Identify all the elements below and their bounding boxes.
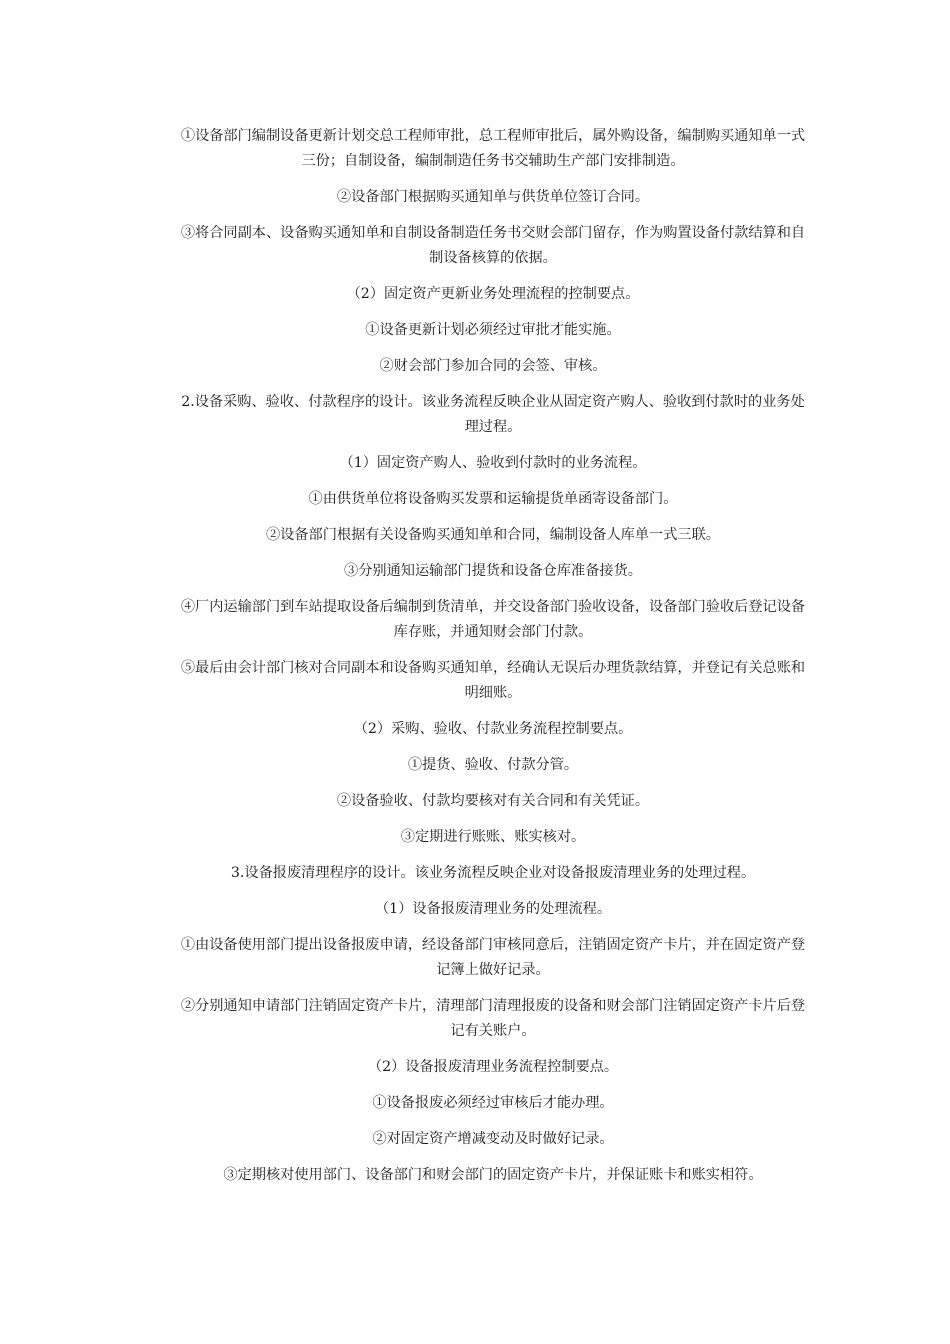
paragraph-12: ④厂内运输部门到车站提取设备后编制到货清单，并交设备部门验收设备，设备部门验收后登记设备库存账，并通知财会部门付款。: [180, 599, 806, 640]
paragraph-15: ①提货、验收、付款分管。: [407, 757, 579, 773]
paragraph-21: ②分别通知申请部门注销固定资产卡片，清理部门清理报废的设备和财会部门注销固定资产卡片后登记有关账户。: [180, 998, 806, 1039]
section-heading-2-2: （2）采购、验收、付款业务流程控制要点。: [353, 721, 633, 737]
paragraph-1: ①设备部门编制设备更新计划交总工程师审批，总工程师审批后，属外购设备，编制购买通知单一式三份；自制设备，编制制造任务书交辅助生产部门安排制造。: [180, 128, 806, 169]
paragraph-20: ①由设备使用部门提出设备报废申请，经设备部门审核同意后，注销固定资产卡片，并在固定资产登记簿上做好记录。: [180, 937, 806, 978]
paragraph-5: ①设备更新计划必须经过审批才能实施。: [365, 322, 621, 338]
section-heading-2: 2.设备采购、验收、付款程序的设计。该业务流程反映企业从固定资产购人、验收到付款时的业务处理过程。: [181, 394, 805, 435]
paragraph-25: ③定期核对使用部门、设备部门和财会部门的固定资产卡片，并保证账卡和账实相符。: [223, 1167, 763, 1183]
section-heading-3: 3.设备报废清理程序的设计。该业务流程反映企业对设备报废清理业务的处理过程。: [230, 865, 756, 881]
paragraph-24: ②对固定资产增减变动及时做好记录。: [372, 1131, 614, 1147]
paragraph-23: ①设备报废必须经过审核后才能办理。: [372, 1095, 614, 1111]
paragraph-11: ③分别通知运输部门提货和设备仓库准备接货。: [344, 563, 642, 579]
paragraph-3: ③将合同副本、设备购买通知单和自制设备制造任务书交财会部门留存，作为购置设备付款结算和自制设备核算的依据。: [180, 225, 806, 266]
paragraph-17: ③定期进行账账、账实核对。: [400, 829, 586, 845]
document-page: [178, 124, 808, 1199]
paragraph-6: ②财会部门参加合同的会签、审核。: [379, 358, 607, 374]
paragraph-9: ①由供货单位将设备购买发票和运输提货单函寄设备部门。: [308, 491, 678, 507]
paragraph-10: ②设备部门根据有关设备购买通知单和合同，编制设备人库单一式三联。: [265, 527, 720, 543]
paragraph-2: ②设备部门根据购买通知单与供货单位签订合同。: [336, 189, 650, 205]
paragraph-13: ⑤最后由会计部门核对合同副本和设备购买通知单，经确认无误后办理货款结算，并登记有关总账和明细账。: [180, 660, 806, 701]
section-heading-2-1: （1）固定资产购人、验收到付款时的业务流程。: [339, 455, 647, 471]
paragraph-16: ②设备验收、付款均要核对有关合同和有关凭证。: [336, 793, 650, 809]
section-heading-1-2: （2）固定资产更新业务处理流程的控制要点。: [346, 286, 640, 302]
section-heading-3-1: （1）设备报废清理业务的处理流程。: [374, 901, 612, 917]
section-heading-3-2: （2）设备报废清理业务流程控制要点。: [367, 1059, 619, 1075]
